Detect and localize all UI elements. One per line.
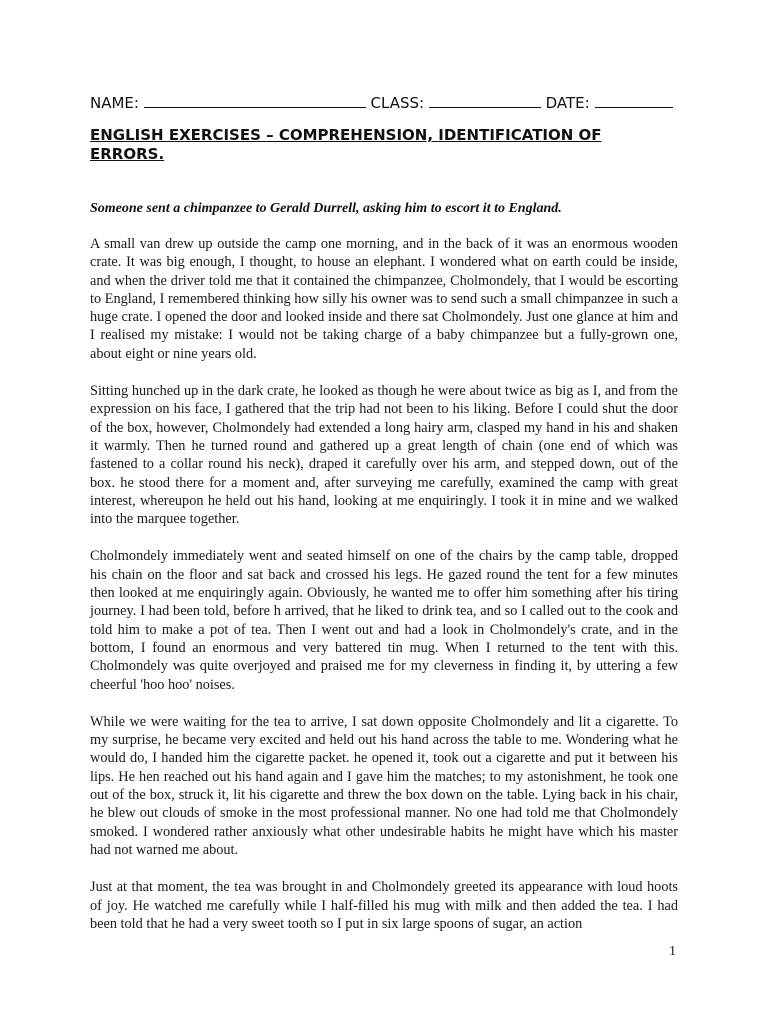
name-label: NAME:: [90, 94, 139, 112]
exercise-title: ENGLISH EXERCISES – COMPREHENSION, IDENTIFICATION OF ERRORS.: [90, 126, 602, 163]
student-info-line: [90, 93, 680, 112]
paragraph: Sitting hunched up in the dark crate, he looked as though he were about twice as big as I, and from the expression on his face, I gathered that the trip had not been to his liking. Before I could shut the door of the box, however, Cholmondely had extended a long hairy arm, clasped my hand in his and shaken it warmly. Then he turned round and gathered up a great length of chain (one end of which was fastened to a collar round his neck), draped it carefully over his arm, and stepped down, out of the box. he stood there for a moment and, after surveying me carefully, examined the camp with great interest, whereupon he held out his hand, looking at me enquiringly. I took it in mine and we walked into the marquee together.: [90, 383, 678, 528]
class-blank[interactable]: [429, 93, 541, 108]
intro-sentence: Someone sent a chimpanzee to Gerald Durrell, asking him to escort it to England.: [90, 201, 562, 216]
paragraph: Just at that moment, the tea was brought in and Cholmondely greeted its appearance with loud hoots of joy. He watched me carefully while I half-filled his mug with milk and then added the tea. I had been told that he had a very sweet tooth so I put in six large spoons of sugar, an action: [90, 879, 678, 932]
date-label: DATE:: [545, 94, 590, 112]
page-number: 1: [669, 944, 676, 959]
paragraph: A small van drew up outside the camp one morning, and in the back of it was an enormous wooden crate. It was big enough, I thought, to house an elephant. I wondered what on earth could be inside, and when the driver told me that it contained the chimpanzee, Cholmondely, that I would be escorting to England, I remembered thinking how silly his owner was to send such a small chimpanzee in such a huge crate. I opened the door and looked inside and there sat Cholmondely. Just one glance at him and I realised my mistake: I would not be taking charge of a baby chimpanzee but a fully-grown one, about eight or nine years old.: [90, 236, 678, 362]
passage: [90, 235, 678, 952]
class-label: CLASS:: [370, 94, 425, 112]
paragraph: While we were waiting for the tea to arrive, I sat down opposite Cholmondely and lit a cigarette. To my surprise, he became very excited and held out his hand across the table to me. Wondering what he would do, I handed him the cigarette packet. he opened it, took out a cigarette and put it between his lips. He hen reached out his hand again and I gave him the matches; to my astonishment, he took one out of the box, struck it, lit his cigarette and threw the box down on the table. Lying back in his chair, he blew out clouds of smoke in the most professional manner. No one had told me that Cholmondely smoked. I wondered rather anxiously what other undesirable habits he might have which his master had not warned me about.: [90, 713, 678, 858]
date-blank[interactable]: [595, 93, 673, 108]
name-blank[interactable]: [144, 93, 366, 108]
paragraph: Cholmondely immediately went and seated himself on one of the chairs by the camp table, dropped his chain on the floor and sat back and crossed his legs. He gazed round the tent for a few minutes then looked at me enquiringly again. Obviously, he wanted me to offer him something after his tiring journey. I had been told, before h arrived, that he liked to drink tea, and so I called out to the cook and told him to make a pot of tea. Then I went out and had a look in Cholmondely's crate, and in the bottom, I found an enormous and very battered tin mug. When I returned to the tent with this. Cholmondely was quite overjoyed and praised me for my cleverness in finding it, by uttering a few cheerful 'hoo hoo' noises.: [90, 548, 678, 693]
